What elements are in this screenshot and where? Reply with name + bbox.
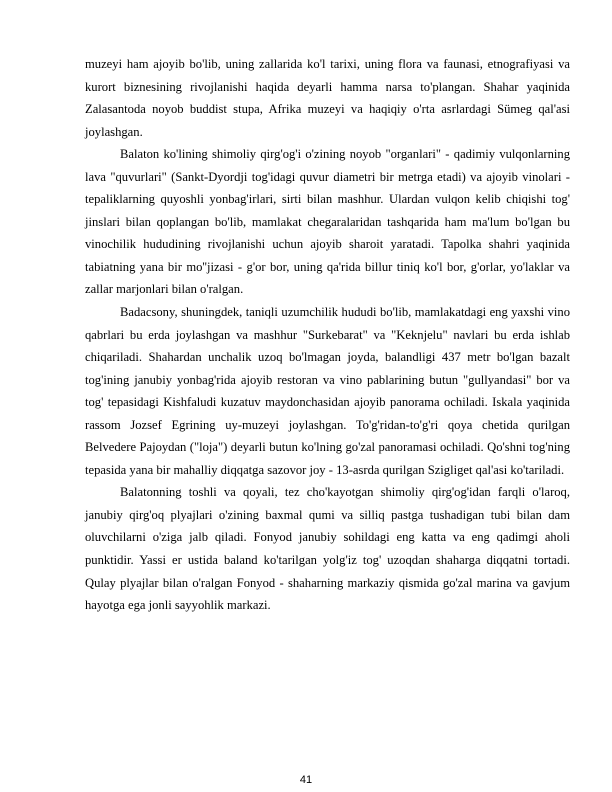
page-number: 41 <box>299 774 313 786</box>
paragraph-4: Balatonning toshli va qoyali, tez cho'kayotgan shimoliy qirg'og'idan farqli o'laroq, janubiy qirg'oq plyajlari o'zining baxmal qumi va silliq pastga tushadigan tubi bilan dam oluvchilarni o'ziga jalb qiladi. Fonyod janubiy sohildagi eng katta va eng qadimgi aholi punktidir. Yassi er ustida baland ko'tarilgan yolg'iz tog' uzoqdan shaharga diqqatni tortadi. Qulay plyajlar bilan o'ralgan Fonyod - shaharning markaziy qismida go'zal marina va gavjum hayotga ega jonli sayyohlik markazi. <box>85 485 570 613</box>
document-body <box>85 53 570 617</box>
paragraph-2: Balaton ko'lining shimoliy qirg'og'i o'zining noyob "organlari" - qadimiy vulqonlarning lava "quvurlari" (Sankt-Dyordji tog'idagi quvur diametri bir metrga etadi) va ajoyib vinolari - tepaliklarning quyoshli yonbag'irlari, sirti bilan mashhur. Ulardan vulqon kelib chiqishi tog' jinslari bilan qoplangan bo'lib, mamlakat chegaralaridan tashqarida ham ma'lum bo'lgan bu vinochilik hududining rivojlanishi uchun ajoyib sharoit yaratadi. Tapolka shahri yaqinida tabiatning yana bir mo''jizasi - g'or bor, uning qa'rida billur tiniq ko'l bor, g'orlar, yo'laklar va zallar marjonlari bilan o'ralgan. <box>85 147 570 297</box>
paragraph-3: Badacsony, shuningdek, taniqli uzumchilik hududi bo'lib, mamlakatdagi eng yaxshi vino qabrlari bu erda joylashgan va mashhur "Surkebarat" va "Keknjelu" navlari bu erda ishlab chiqariladi. Shahardan unchalik uzoq bo'lmagan joyda, balandligi 437 metr bo'lgan bazalt tog'ining janubiy yonbag'rida ajoyib restoran va vino pablarining butun "gullyandasi" bor va tog' tepasidagi Kishfaludi kuzatuv maydonchasidan ajoyib panorama ochiladi. Iskala yaqinida rassom Jozsef Egrining uy-muzeyi joylashgan. To'g'ridan-to'g'ri qoya chetida qurilgan Belvedere Pajoydan ("loja") deyarli butun ko'lning go'zal panoramasi ochiladi. Qo'shni tog'ning tepasida yana bir mahalliy diqqatga sazovor joy - 13-asrda qurilgan Szigliget qal'asi ko'tariladi. <box>85 305 570 477</box>
paragraph-1: muzeyi ham ajoyib bo'lib, uning zallarida ko'l tarixi, uning flora va faunasi, etnografiyasi va kurort biznesining rivojlanishi haqida deyarli hamma narsa to'plangan. Shahar yaqinida Zalasantoda noyob buddist stupa, Afrika muzeyi va haqiqiy o'rta asrlardagi Sümeg qal'asi joylashgan. <box>85 57 570 139</box>
